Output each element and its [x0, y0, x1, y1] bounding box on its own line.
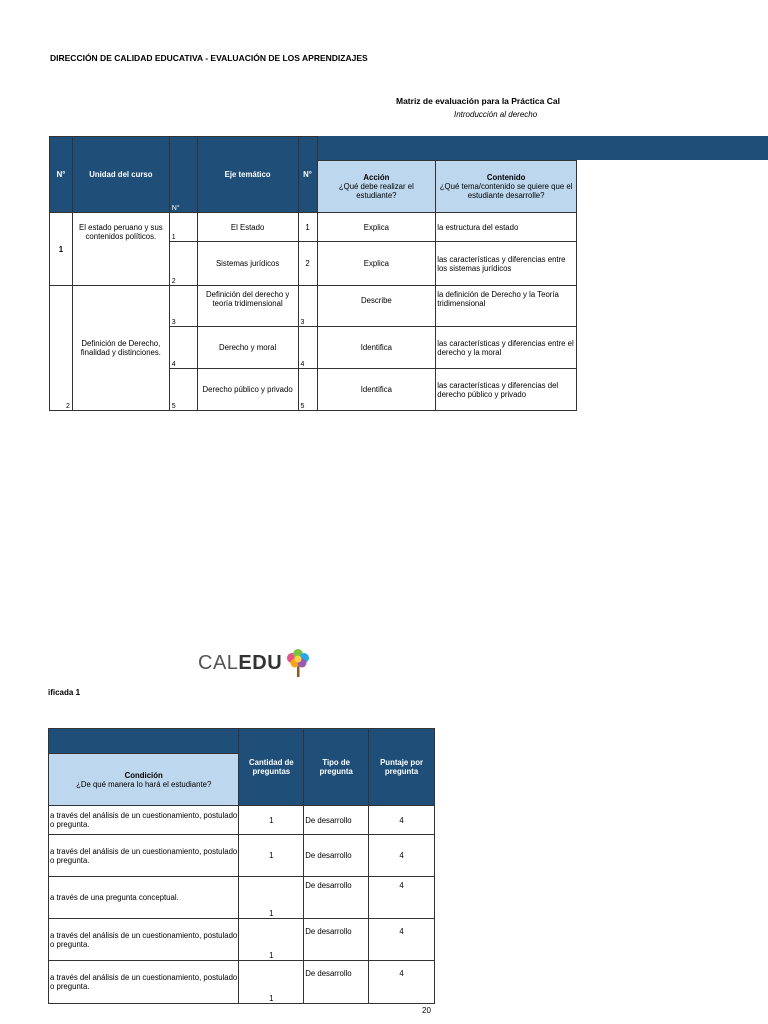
table-row	[49, 877, 435, 919]
tipo-cell: De desarrollo	[304, 835, 369, 877]
table-row	[49, 919, 435, 961]
condition-table	[48, 728, 435, 1004]
unit-number: 2	[50, 286, 73, 411]
eje-cell: Sistemas jurídicos	[197, 242, 298, 286]
accion-sub: ¿Qué debe realizar el estudiante?	[338, 182, 414, 200]
logo-wordmark: CALEDU	[198, 651, 283, 674]
header-cantidad: Cantidad de preguntas	[239, 729, 304, 806]
header-accion	[317, 161, 436, 213]
accion-cell: Identifica	[317, 369, 436, 411]
condicion-cell: a través del análisis de un cuestionamiento, postulado o pregunta.	[49, 835, 239, 877]
tipo-cell: De desarrollo	[304, 919, 369, 961]
caledu-logo	[198, 648, 311, 678]
header-n2: N°	[298, 137, 317, 213]
cantidad-cell: 1	[239, 961, 304, 1004]
puntaje-cell: 4	[369, 806, 435, 835]
evaluation-matrix-table	[49, 136, 577, 411]
header-eje: Eje temático	[197, 137, 298, 213]
table-row	[49, 961, 435, 1004]
cantidad-cell: 1	[239, 919, 304, 961]
contenido-title: Contenido	[486, 173, 526, 182]
total-score: 20	[422, 1006, 431, 1015]
unit-name: El estado peruano y sus contenidos políticos.	[72, 213, 169, 286]
eje-cell: Derecho público y privado	[197, 369, 298, 411]
accion-cell: Describe	[317, 286, 436, 327]
condicion-sub: ¿De qué manera lo hará el estudiante?	[76, 779, 212, 789]
header-indicador-cell	[317, 137, 577, 161]
puntaje-cell: 4	[369, 835, 435, 877]
condicion-cell: a través del análisis de un cuestionamiento, postulado o pregunta.	[49, 919, 239, 961]
eje-cell: Derecho y moral	[197, 327, 298, 369]
tipo-cell: De desarrollo	[304, 877, 369, 919]
eje-cell: Definición del derecho y teoría tridimensional	[197, 286, 298, 327]
cantidad-cell: 1	[239, 835, 304, 877]
document-title: Matriz de evaluación para la Práctica Cal	[396, 96, 560, 106]
institution-header: DIRECCIÓN DE CALIDAD EDUCATIVA - EVALUACIÓN DE LOS APRENDIZAJES	[50, 53, 368, 63]
row-number: 2	[169, 242, 197, 286]
section-label: ificada 1	[48, 688, 81, 697]
eje-cell: El Estado	[197, 213, 298, 242]
table-row	[50, 286, 577, 327]
contenido-cell: la estructura del estado	[436, 213, 577, 242]
document-subtitle: Introducción al derecho	[454, 110, 538, 119]
header-tipo: Tipo de pregunta	[304, 729, 369, 806]
header-puntaje: Puntaje por pregunta	[369, 729, 435, 806]
table-row	[49, 806, 435, 835]
table-row	[50, 213, 577, 242]
condicion-header-dark	[49, 729, 239, 754]
row-number: 4	[169, 327, 197, 369]
n2-cell: 5	[298, 369, 317, 411]
header-contenido	[436, 161, 577, 213]
contenido-sub: ¿Qué tema/contenido se quiere que el estudiante desarrolle?	[439, 182, 573, 200]
tipo-cell: De desarrollo	[304, 961, 369, 1004]
unit-name: Definición de Derecho, finalidad y distinciones.	[72, 286, 169, 411]
n2-cell: 4	[298, 327, 317, 369]
accion-cell: Identifica	[317, 327, 436, 369]
puntaje-cell: 4	[369, 877, 435, 919]
tipo-cell: De desarrollo	[304, 806, 369, 835]
header-unidad: Unidad del curso	[72, 137, 169, 213]
puntaje-cell: 4	[369, 919, 435, 961]
contenido-cell: las características y diferencias entre el derecho y la moral	[436, 327, 577, 369]
condicion-title: Condición	[124, 770, 163, 780]
header-n: N°	[50, 137, 73, 213]
n2-cell: 2	[298, 242, 317, 286]
table-row	[49, 835, 435, 877]
header-condicion	[49, 754, 239, 806]
row-number: 1	[169, 213, 197, 242]
n2-cell: 3	[298, 286, 317, 327]
unit-number: 1	[50, 213, 73, 286]
contenido-cell: la definición de Derecho y la Teoría tridimensional	[436, 286, 577, 327]
n2-cell: 1	[298, 213, 317, 242]
tree-icon	[285, 648, 311, 678]
condicion-cell: a través del análisis de un cuestionamiento, postulado o pregunta.	[49, 961, 239, 1004]
accion-cell: Explica	[317, 213, 436, 242]
puntaje-cell: 4	[369, 961, 435, 1004]
row-number: 3	[169, 286, 197, 327]
condicion-cell: a través del análisis de un cuestionamiento, postulado o pregunta.	[49, 806, 239, 835]
contenido-cell: las características y diferencias entre los sistemas jurídicos	[436, 242, 577, 286]
condicion-cell: a través de una pregunta conceptual.	[49, 877, 239, 919]
cantidad-cell: 1	[239, 806, 304, 835]
accion-title: Acción	[363, 173, 390, 182]
row-number: 5	[169, 369, 197, 411]
cantidad-cell: 1	[239, 877, 304, 919]
header-n-small: N°	[169, 137, 197, 213]
contenido-cell: las características y diferencias del derecho público y privado	[436, 369, 577, 411]
accion-cell: Explica	[317, 242, 436, 286]
